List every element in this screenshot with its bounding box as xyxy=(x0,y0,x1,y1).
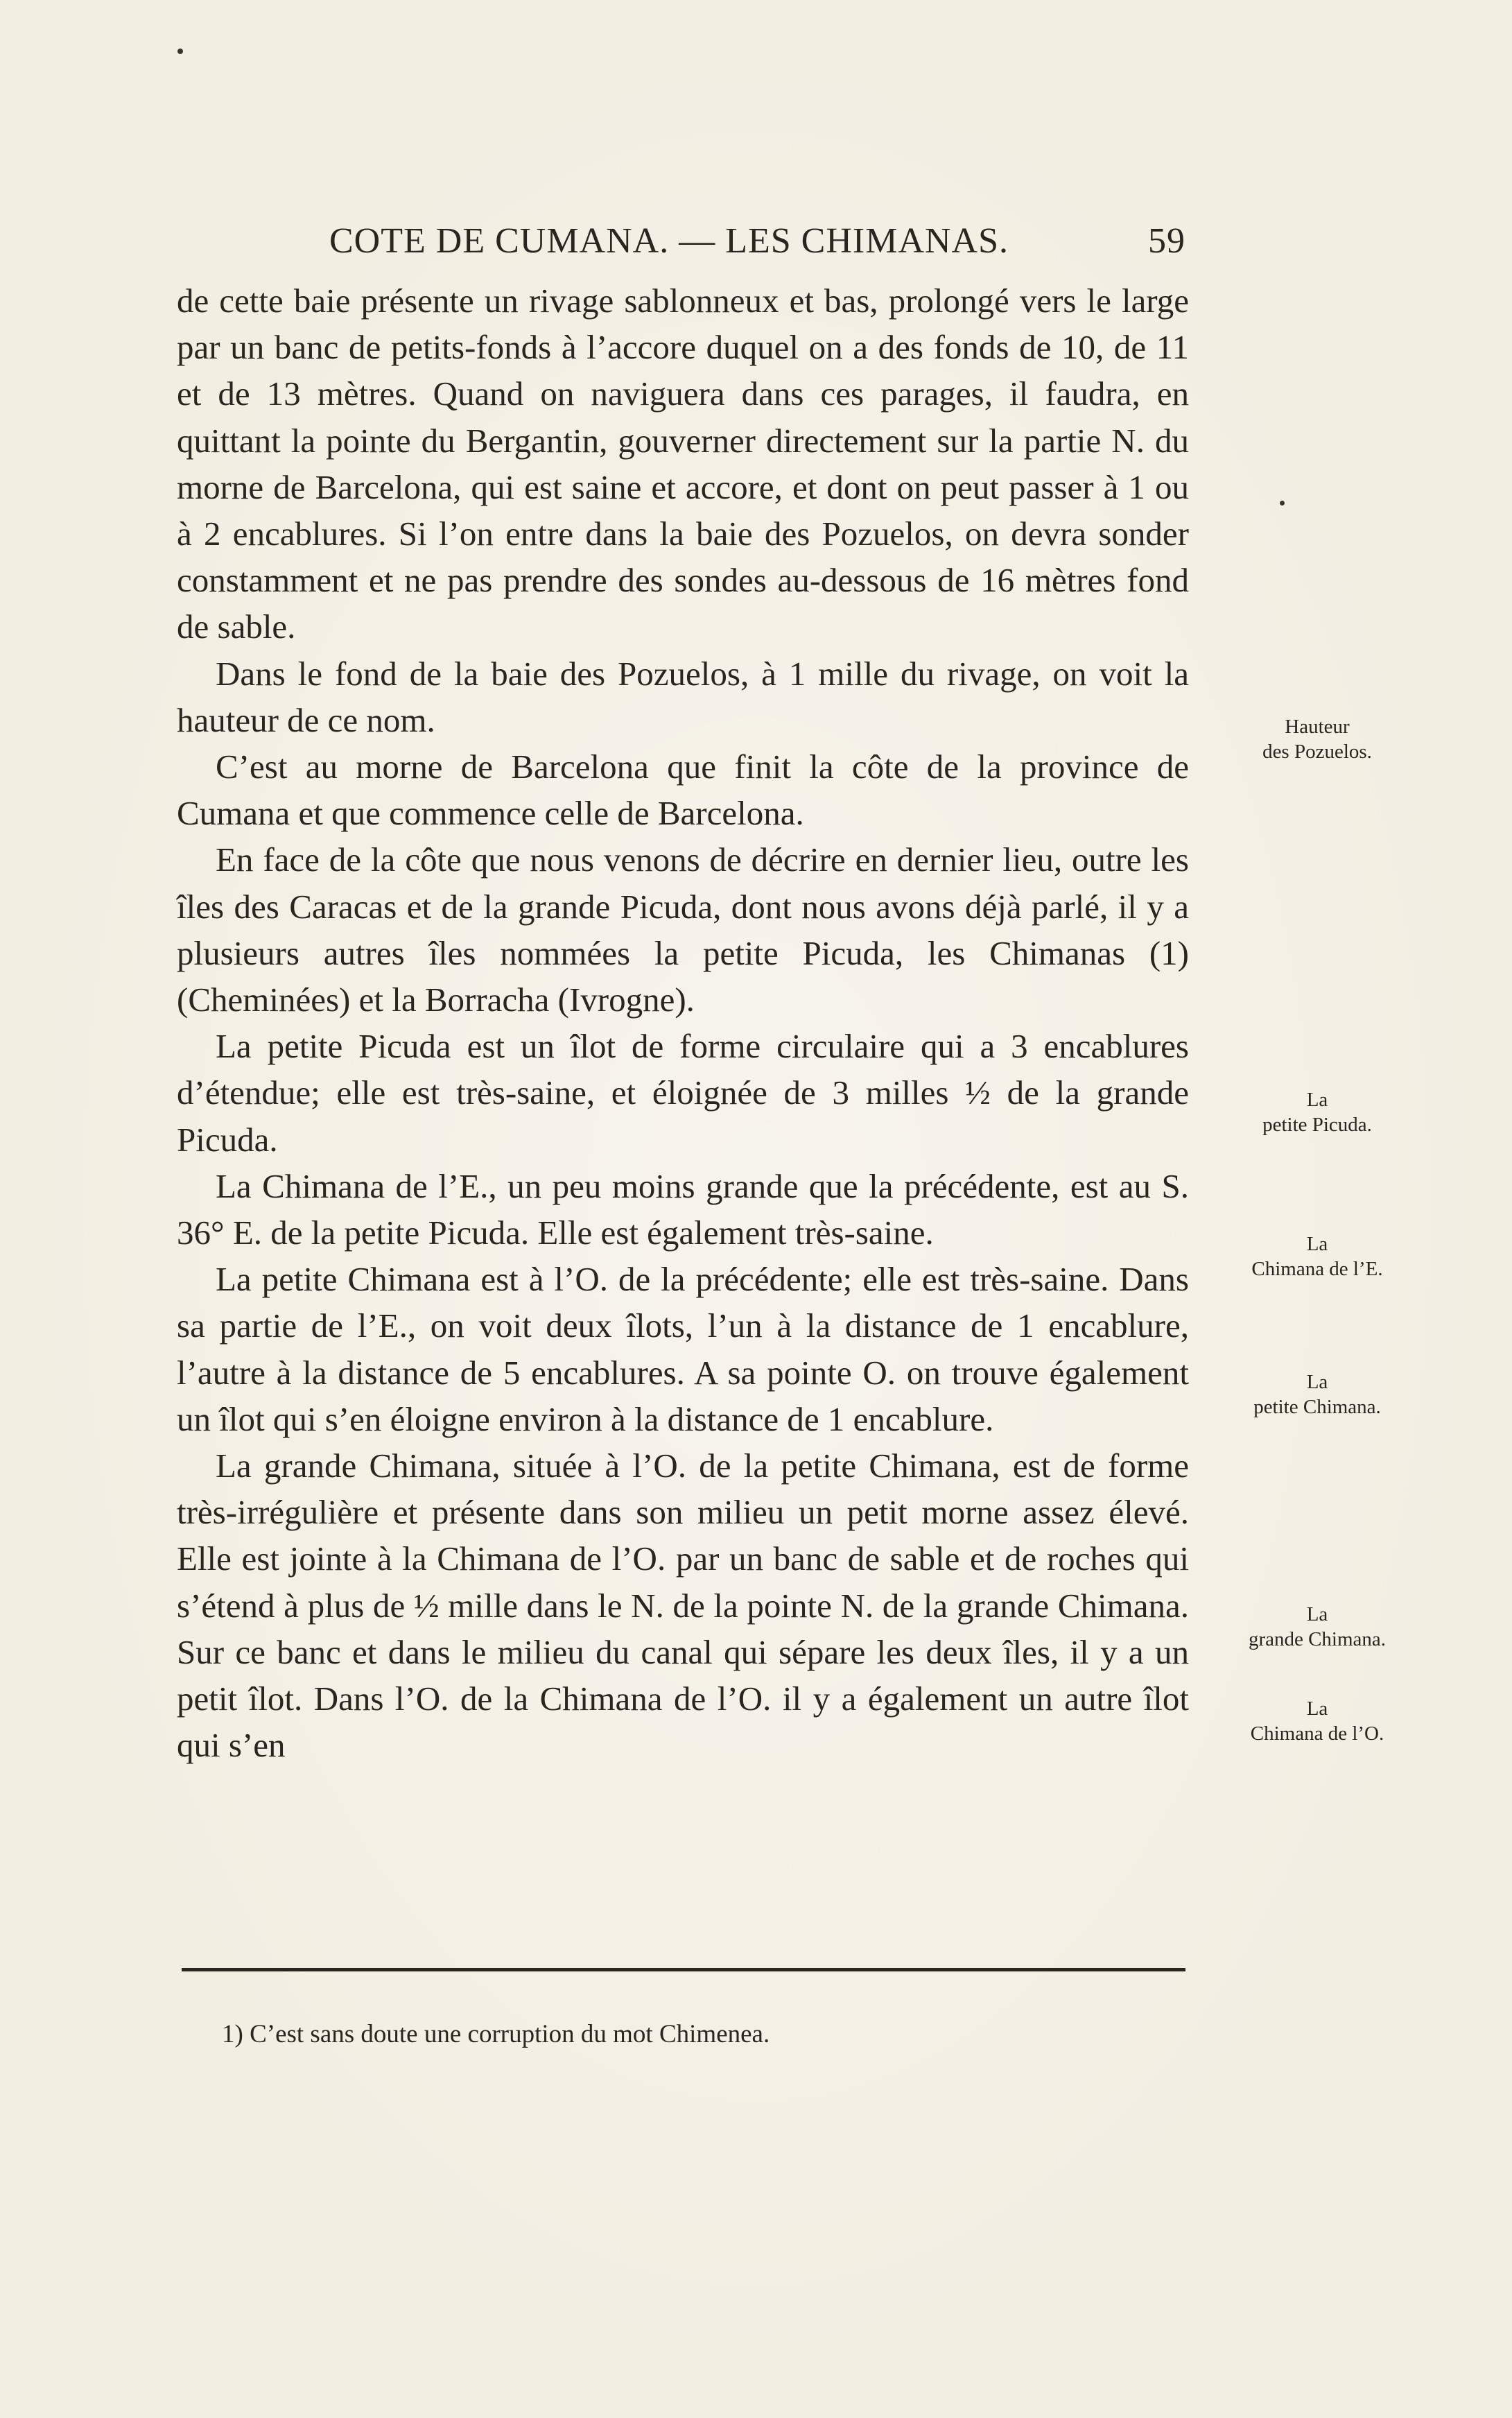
footnote: 1) C’est sans doute une corruption du mot Chimenea. xyxy=(222,2020,770,2048)
margin-note-petite-picuda xyxy=(1220,1087,1414,1137)
margin-note-line: petite Chimana. xyxy=(1253,1396,1381,1418)
margin-note-chimana-de-l-e xyxy=(1220,1232,1414,1281)
paragraph: En face de la côte que nous venons de décrire en dernier lieu, outre les îles des Caracas et de la grande Picuda, dont nous avons déjà parlé, il y a plusieurs autres îles nommées la petite Picuda, les Chimanas (1) (Cheminées) et la Borracha (Ivrogne). xyxy=(177,840,1189,1019)
margin-note-petite-chimana xyxy=(1220,1370,1414,1419)
margin-note-grande-chimana xyxy=(1220,1602,1414,1652)
margin-note-line: La xyxy=(1306,1698,1328,1720)
running-title: COTE DE CUMANA. — LES CHIMANAS. xyxy=(329,221,1009,261)
margin-note-line: Hauteur xyxy=(1285,716,1350,738)
paragraph: La petite Picuda est un îlot de forme circulaire qui a 3 encablures d’étendue; elle est très-saine, et éloignée de 3 milles ½ de la grande Picuda. xyxy=(177,1027,1189,1159)
page-number: 59 xyxy=(1148,221,1185,261)
margin-note-line: des Pozuelos. xyxy=(1262,741,1372,763)
paragraph: La Chimana de l’E., un peu moins grande que la précédente, est au S. 36° E. de la petite Picuda. Elle est également très-saine. xyxy=(177,1166,1189,1252)
margin-note-line: La xyxy=(1306,1603,1328,1625)
paragraph: de cette baie présente un rivage sablonneux et bas, prolongé vers le large par un banc de petits-fonds à l’accore duquel on a des fonds de 10, de 11 et de 13 mètres. Quand on naviguera dans ces parages, il faudra, en quittant la pointe du Bergantin, gouverner directement sur la partie N. du morne de Barcelona, qui est saine et accore, et dont on peut passer à 1 ou à 2 encablures. Si l’on entre dans la baie des Pozuelos, on devra sonder constamment et ne pas prendre des sondes au-dessous de 16 mètres fond de sable. xyxy=(177,282,1189,646)
ink-speck xyxy=(1280,501,1285,506)
margin-note-hauteur-des-pozuelos xyxy=(1220,714,1414,764)
margin-note-line: grande Chimana. xyxy=(1248,1628,1387,1650)
paragraph: La grande Chimana, située à l’O. de la petite Chimana, est de forme très-irrégulière et présente dans son milieu un petit morne assez élevé. Elle est jointe à la Chimana de l’O. par un banc de sable et de roches qui s’étend à plus de ½ mille dans le N. de la pointe N. de la grande Chimana. Sur ce banc et dans le milieu du canal qui sépare les deux îles, il y a un petit îlot. Dans l’O. de la Chimana de l’O. il y a également un autre îlot qui s’en xyxy=(177,1447,1189,1765)
ink-speck xyxy=(177,49,183,54)
paragraph: La petite Chimana est à l’O. de la précédente; elle est très-saine. Dans sa partie de l’E., on voit deux îlots, l’un à la distance de 1 encablure, l’autre à la distance de 5 encablures. A sa pointe O. on trouve également un îlot qui s’en éloigne environ à la distance de 1 encablure. xyxy=(177,1260,1189,1438)
margin-note-chimana-de-l-o xyxy=(1220,1696,1414,1746)
margin-note-line: La xyxy=(1306,1233,1328,1255)
paragraph: Dans le fond de la baie des Pozuelos, à 1 mille du rivage, on voit la hauteur de ce nom. xyxy=(177,654,1189,739)
margin-note-line: petite Picuda. xyxy=(1262,1114,1372,1136)
margin-note-line: Chimana de l’O. xyxy=(1250,1722,1384,1745)
body-text xyxy=(177,277,1189,1769)
margin-note-line: La xyxy=(1306,1089,1328,1111)
running-head xyxy=(329,221,1185,270)
footnote-rule xyxy=(182,1968,1185,1971)
margin-note-line: La xyxy=(1306,1371,1328,1393)
paragraph: C’est au morne de Barcelona que finit la côte de la province de Cumana et que commence celle de Barcelona. xyxy=(177,748,1189,833)
margin-note-line: Chimana de l’E. xyxy=(1251,1258,1383,1280)
